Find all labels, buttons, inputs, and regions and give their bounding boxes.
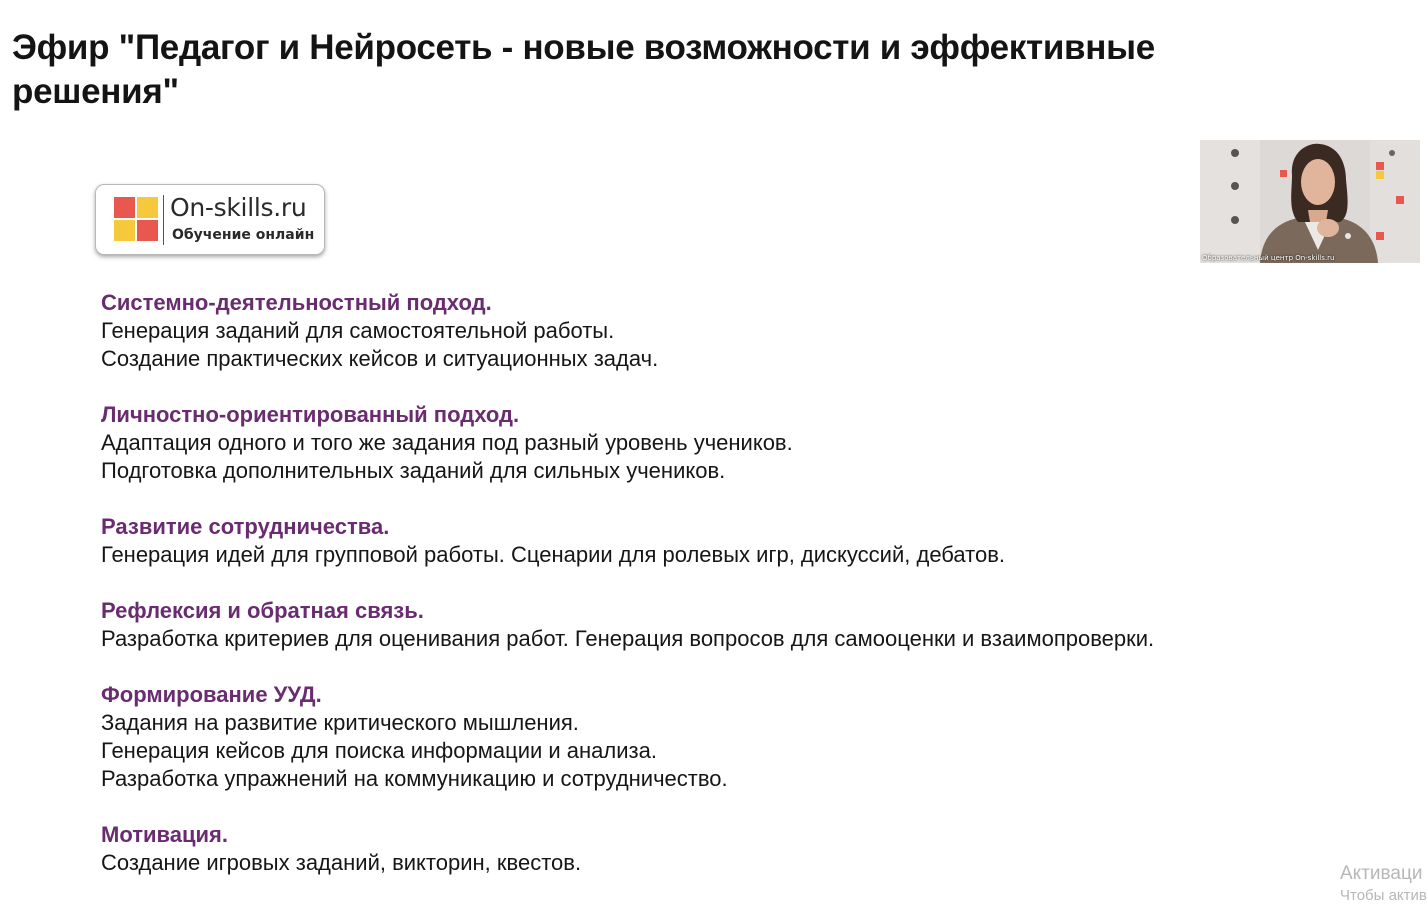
activation-hint: Чтобы актив	[1340, 887, 1427, 904]
windows-activation-watermark	[1340, 862, 1427, 906]
section-line: Генерация идей для групповой работы. Сценарии для ролевых игр, дискуссий, дебатов.	[101, 542, 1006, 567]
slide-content	[101, 289, 1301, 905]
logo-tagline: Обучение онлайн	[172, 227, 315, 243]
section-systemic-approach	[101, 289, 1301, 373]
logo-square-yellow	[137, 197, 158, 218]
section-personal-approach	[101, 401, 1301, 485]
section-reflection	[101, 597, 1301, 653]
section-heading: Личностно-ориентированный подход.	[101, 402, 520, 427]
on-skills-logo	[95, 184, 325, 255]
section-line: Разработка упражнений на коммуникацию и сотрудничество.	[101, 766, 728, 791]
logo-brand: On-skills.ru	[170, 193, 307, 222]
logo-square-red	[137, 220, 158, 241]
section-heading: Формирование УУД.	[101, 682, 322, 707]
section-heading: Мотивация.	[101, 822, 228, 847]
section-line: Генерация заданий для самостоятельной работы.	[101, 318, 615, 343]
section-heading: Развитие сотрудничества.	[101, 514, 390, 539]
section-line: Генерация кейсов для поиска информации и анализа.	[101, 738, 657, 763]
section-motivation	[101, 821, 1301, 877]
logo-square-red	[114, 197, 135, 218]
section-heading: Системно-деятельностный подход.	[101, 290, 492, 315]
presenter-video-frame	[1200, 140, 1420, 263]
logo-divider	[163, 195, 164, 245]
webcam-caption: Образовательный центр On-skills.ru	[1202, 254, 1335, 262]
logo-square-yellow	[114, 220, 135, 241]
section-line: Подготовка дополнительных заданий для сильных учеников.	[101, 458, 726, 483]
section-line: Задания на развитие критического мышления.	[101, 710, 579, 735]
section-line: Создание игровых заданий, викторин, квестов.	[101, 850, 582, 875]
page-title: Эфир "Педагог и Нейросеть - новые возможности и эффективные решения"	[12, 28, 1155, 111]
section-line: Разработка критериев для оценивания работ. Генерация вопросов для самооценки и взаимопроверки.	[101, 626, 1155, 651]
section-heading: Рефлексия и обратная связь.	[101, 598, 424, 623]
presenter-webcam	[1200, 140, 1420, 263]
section-uud	[101, 681, 1301, 793]
section-line: Адаптация одного и того же задания под разный уровень учеников.	[101, 430, 793, 455]
section-line: Создание практических кейсов и ситуационных задач.	[101, 346, 659, 371]
section-collaboration	[101, 513, 1301, 569]
activation-title: Активаци	[1340, 863, 1423, 884]
